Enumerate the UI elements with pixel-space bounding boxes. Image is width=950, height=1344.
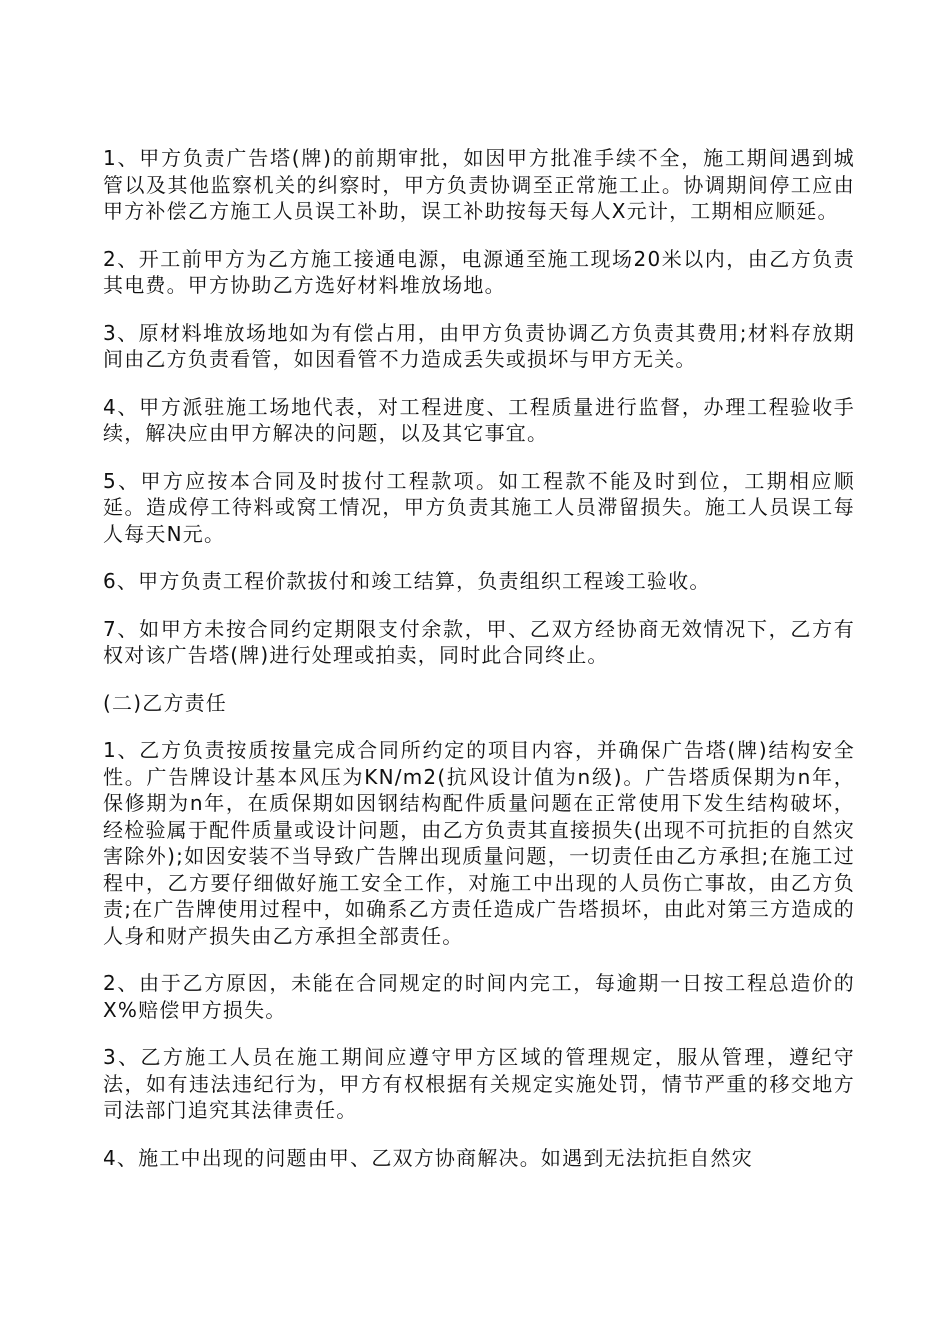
clause-party-a-3: 3、原材料堆放场地如为有偿占用，由甲方负责协调乙方负责其费用;材料存放期间由乙方负责看管，如因看管不力造成丢失或损坏与甲方无关。	[103, 320, 855, 371]
clause-party-b-3: 3、乙方施工人员在施工期间应遵守甲方区域的管理规定，服从管理，遵纪守法，如有违法违纪行为，甲方有权根据有关规定实施处罚，情节严重的移交地方司法部门追究其法律责任。	[103, 1045, 855, 1122]
clause-party-a-6: 6、甲方负责工程价款拔付和竣工结算，负责组织工程竣工验收。	[103, 569, 711, 593]
clause-party-a-1: 1、甲方负责广告塔(牌)的前期审批，如因甲方批准手续不全，施工期间遇到城管以及其他监察机关的纠察时，甲方负责协调至正常施工止。协调期间停工应由甲方补偿乙方施工人员误工补助，误工补助按每天每人X元计，工期相应顺延。	[103, 146, 855, 223]
clause-party-b-2: 2、由于乙方原因，未能在合同规定的时间内完工，每逾期一日按工程总造价的X%赔偿甲方损失。	[103, 971, 855, 1022]
clause-party-a-4: 4、甲方派驻施工场地代表，对工程进度、工程质量进行监督，办理工程验收手续，解决应由甲方解决的问题，以及其它事宜。	[103, 394, 855, 445]
clause-party-b-4: 4、施工中出现的问题由甲、乙双方协商解决。如遇到无法抗拒自然灾	[103, 1145, 753, 1170]
section-heading-party-b: (二)乙方责任	[103, 690, 228, 715]
document-page	[103, 145, 855, 1192]
clause-party-b-1: 1、乙方负责按质按量完成合同所约定的项目内容，并确保广告塔(牌)结构安全性。广告牌设计基本风压为KN/m2(抗风设计值为n级)。广告塔质保期为n年，保修期为n年，在质保期如因钢结构配件质量问题在正常使用下发生结构破坏，经检验属于配件质量或设计问题，由乙方负责其直接损失(出现不可抗拒的自然灾害除外);如因安装不当导致广告牌出现质量问题，一切责任由乙方承担;在施工过程中，乙方要仔细做好施工安全工作，对施工中出现的人员伤亡事故，由乙方负责;在广告牌使用过程中，如确系乙方责任造成广告塔损坏，由此对第三方造成的人身和财产损失由乙方承担全部责任。	[103, 738, 855, 948]
clause-party-a-2: 2、开工前甲方为乙方施工接通电源，电源通至施工现场20米以内，由乙方负责其电费。甲方协助乙方选好材料堆放场地。	[103, 246, 855, 297]
clause-party-a-7: 7、如甲方未按合同约定期限支付余款，甲、乙双方经协商无效情况下，乙方有权对该广告塔(牌)进行处理或拍卖，同时此合同终止。	[103, 616, 855, 667]
clause-party-a-5: 5、甲方应按本合同及时拔付工程款项。如工程款不能及时到位，工期相应顺延。造成停工待料或窝工情况，甲方负责其施工人员滞留损失。施工人员误工每人每天N元。	[103, 468, 855, 546]
